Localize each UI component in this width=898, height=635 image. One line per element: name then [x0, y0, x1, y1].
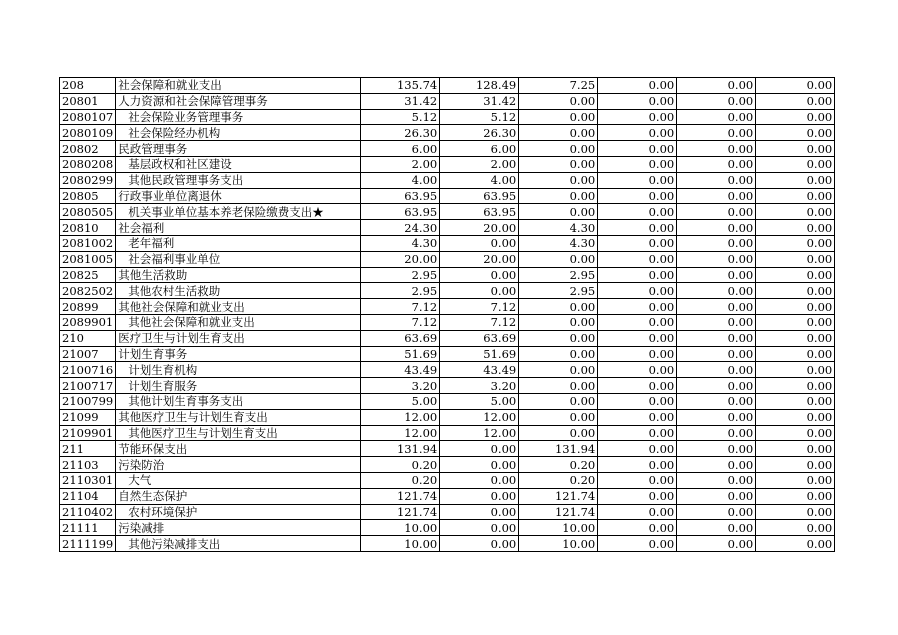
- amount-cell: 0.00: [756, 488, 835, 504]
- amount-cell: 0.00: [677, 220, 756, 236]
- amount-cell: 0.00: [677, 378, 756, 394]
- table-row: [60, 125, 835, 141]
- amount-cell: 0.00: [756, 346, 835, 362]
- amount-cell: 0.00: [598, 283, 677, 299]
- amount-cell: 0.00: [677, 204, 756, 220]
- amount-cell: 0.00: [519, 330, 598, 346]
- subject-name-cell: 其他计划生育事务支出: [116, 393, 361, 409]
- amount-cell: 0.00: [677, 330, 756, 346]
- amount-cell: 0.00: [756, 283, 835, 299]
- amount-cell: 7.12: [440, 299, 519, 315]
- amount-cell: 0.00: [756, 378, 835, 394]
- amount-cell: 0.00: [677, 125, 756, 141]
- amount-cell: 10.00: [519, 520, 598, 536]
- amount-cell: 0.00: [677, 93, 756, 109]
- subject-code-cell: 20801: [60, 93, 116, 109]
- subject-name-cell: 医疗卫生与计划生育支出: [116, 330, 361, 346]
- amount-cell: 0.00: [598, 299, 677, 315]
- amount-cell: 5.00: [440, 393, 519, 409]
- amount-cell: 63.69: [440, 330, 519, 346]
- budget-table: [59, 77, 835, 552]
- subject-code-cell: 20805: [60, 188, 116, 204]
- amount-cell: 0.00: [519, 299, 598, 315]
- amount-cell: 51.69: [361, 346, 440, 362]
- amount-cell: 0.00: [519, 425, 598, 441]
- amount-cell: 131.94: [519, 441, 598, 457]
- amount-cell: 0.00: [677, 488, 756, 504]
- amount-cell: 0.00: [598, 188, 677, 204]
- amount-cell: 0.00: [598, 393, 677, 409]
- table-row: [60, 283, 835, 299]
- subject-code-cell: 21099: [60, 409, 116, 425]
- subject-name-cell: 其他医疗卫生与计划生育支出: [116, 425, 361, 441]
- amount-cell: 0.00: [598, 409, 677, 425]
- amount-cell: 4.30: [519, 220, 598, 236]
- subject-code-cell: 21007: [60, 346, 116, 362]
- subject-code-cell: 210: [60, 330, 116, 346]
- subject-code-cell: 2089901: [60, 314, 116, 330]
- amount-cell: 131.94: [361, 441, 440, 457]
- table-row: [60, 362, 835, 378]
- amount-cell: 0.00: [756, 409, 835, 425]
- subject-name-cell: 大气: [116, 472, 361, 488]
- amount-cell: 0.00: [519, 204, 598, 220]
- amount-cell: 0.00: [440, 283, 519, 299]
- amount-cell: 5.12: [361, 109, 440, 125]
- subject-name-cell: 计划生育服务: [116, 378, 361, 394]
- amount-cell: 5.12: [440, 109, 519, 125]
- amount-cell: 121.74: [361, 504, 440, 520]
- amount-cell: 0.00: [519, 156, 598, 172]
- amount-cell: 0.00: [598, 172, 677, 188]
- amount-cell: 0.20: [361, 457, 440, 473]
- subject-name-cell: 社会保险业务管理事务: [116, 109, 361, 125]
- amount-cell: 0.00: [677, 299, 756, 315]
- subject-code-cell: 2080109: [60, 125, 116, 141]
- amount-cell: 0.00: [677, 251, 756, 267]
- amount-cell: 128.49: [440, 78, 519, 94]
- amount-cell: 0.00: [440, 457, 519, 473]
- amount-cell: 0.00: [519, 141, 598, 157]
- subject-code-cell: 20810: [60, 220, 116, 236]
- subject-name-cell: 其他社会保障和就业支出: [116, 314, 361, 330]
- table-row: [60, 488, 835, 504]
- table-row: [60, 141, 835, 157]
- table-row: [60, 409, 835, 425]
- amount-cell: 0.00: [440, 267, 519, 283]
- subject-code-cell: 2100717: [60, 378, 116, 394]
- subject-name-cell: 农村环境保护: [116, 504, 361, 520]
- subject-name-cell: 自然生态保护: [116, 488, 361, 504]
- amount-cell: 0.00: [677, 141, 756, 157]
- amount-cell: 0.00: [598, 251, 677, 267]
- amount-cell: 0.00: [677, 235, 756, 251]
- amount-cell: 0.00: [677, 283, 756, 299]
- amount-cell: 31.42: [440, 93, 519, 109]
- amount-cell: 0.00: [677, 172, 756, 188]
- subject-code-cell: 2081002: [60, 235, 116, 251]
- amount-cell: 0.00: [756, 235, 835, 251]
- amount-cell: 4.30: [519, 235, 598, 251]
- subject-name-cell: 计划生育事务: [116, 346, 361, 362]
- table-row: [60, 441, 835, 457]
- amount-cell: 0.00: [677, 457, 756, 473]
- amount-cell: 0.00: [677, 109, 756, 125]
- amount-cell: 24.30: [361, 220, 440, 236]
- amount-cell: 121.74: [519, 488, 598, 504]
- amount-cell: 0.00: [756, 314, 835, 330]
- amount-cell: 10.00: [361, 520, 440, 536]
- amount-cell: 0.00: [756, 78, 835, 94]
- amount-cell: 0.00: [598, 109, 677, 125]
- subject-code-cell: 2080505: [60, 204, 116, 220]
- subject-name-cell: 社会福利事业单位: [116, 251, 361, 267]
- amount-cell: 0.00: [756, 172, 835, 188]
- amount-cell: 0.00: [598, 314, 677, 330]
- table-row: [60, 504, 835, 520]
- table-row: [60, 220, 835, 236]
- amount-cell: 0.00: [756, 472, 835, 488]
- amount-cell: 0.00: [756, 362, 835, 378]
- amount-cell: 0.00: [756, 536, 835, 552]
- amount-cell: 0.00: [519, 362, 598, 378]
- subject-name-cell: 社会保障和就业支出: [116, 78, 361, 94]
- subject-name-cell: 其他农村生活救助: [116, 283, 361, 299]
- amount-cell: 12.00: [361, 409, 440, 425]
- amount-cell: 0.00: [598, 220, 677, 236]
- amount-cell: 0.00: [677, 472, 756, 488]
- subject-code-cell: 208: [60, 78, 116, 94]
- amount-cell: 5.00: [361, 393, 440, 409]
- amount-cell: 0.00: [677, 441, 756, 457]
- subject-code-cell: 2111199: [60, 536, 116, 552]
- amount-cell: 0.00: [598, 141, 677, 157]
- amount-cell: 31.42: [361, 93, 440, 109]
- amount-cell: 26.30: [440, 125, 519, 141]
- subject-code-cell: 2080299: [60, 172, 116, 188]
- amount-cell: 0.00: [598, 235, 677, 251]
- amount-cell: 0.00: [598, 204, 677, 220]
- amount-cell: 0.00: [519, 393, 598, 409]
- subject-code-cell: 2082502: [60, 283, 116, 299]
- amount-cell: 12.00: [440, 425, 519, 441]
- table-row: [60, 393, 835, 409]
- amount-cell: 10.00: [361, 536, 440, 552]
- amount-cell: 135.74: [361, 78, 440, 94]
- amount-cell: 0.00: [756, 330, 835, 346]
- subject-name-cell: 基层政权和社区建设: [116, 156, 361, 172]
- table-row: [60, 172, 835, 188]
- subject-name-cell: 老年福利: [116, 235, 361, 251]
- amount-cell: 2.95: [519, 267, 598, 283]
- subject-code-cell: 2100799: [60, 393, 116, 409]
- amount-cell: 0.00: [677, 536, 756, 552]
- amount-cell: 0.00: [519, 409, 598, 425]
- amount-cell: 0.00: [598, 362, 677, 378]
- subject-name-cell: 污染防治: [116, 457, 361, 473]
- amount-cell: 43.49: [361, 362, 440, 378]
- amount-cell: 0.00: [756, 204, 835, 220]
- amount-cell: 0.00: [519, 109, 598, 125]
- amount-cell: 7.12: [440, 314, 519, 330]
- amount-cell: 7.12: [361, 314, 440, 330]
- subject-name-cell: 节能环保支出: [116, 441, 361, 457]
- amount-cell: 0.20: [519, 457, 598, 473]
- amount-cell: 20.00: [440, 251, 519, 267]
- amount-cell: 0.00: [519, 172, 598, 188]
- amount-cell: 0.00: [440, 488, 519, 504]
- table-row: [60, 425, 835, 441]
- amount-cell: 0.00: [598, 330, 677, 346]
- table-row: [60, 314, 835, 330]
- table-row: [60, 235, 835, 251]
- amount-cell: 0.00: [598, 472, 677, 488]
- amount-cell: 0.00: [519, 378, 598, 394]
- subject-name-cell: 社会保险经办机构: [116, 125, 361, 141]
- amount-cell: 6.00: [440, 141, 519, 157]
- table-row: [60, 267, 835, 283]
- amount-cell: 0.00: [756, 141, 835, 157]
- amount-cell: 121.74: [519, 504, 598, 520]
- table-row: [60, 109, 835, 125]
- amount-cell: 0.00: [598, 346, 677, 362]
- amount-cell: 0.00: [756, 188, 835, 204]
- amount-cell: 0.00: [756, 93, 835, 109]
- amount-cell: 121.74: [361, 488, 440, 504]
- amount-cell: 2.95: [361, 267, 440, 283]
- amount-cell: 0.20: [519, 472, 598, 488]
- table-row: [60, 520, 835, 536]
- subject-code-cell: 2109901: [60, 425, 116, 441]
- amount-cell: 0.00: [677, 504, 756, 520]
- amount-cell: 0.00: [598, 441, 677, 457]
- table-body: [60, 78, 835, 552]
- amount-cell: 7.25: [519, 78, 598, 94]
- amount-cell: 0.00: [756, 125, 835, 141]
- subject-code-cell: 2110301: [60, 472, 116, 488]
- amount-cell: 0.00: [598, 536, 677, 552]
- table-row: [60, 378, 835, 394]
- table-row: [60, 330, 835, 346]
- amount-cell: 3.20: [361, 378, 440, 394]
- table-row: [60, 472, 835, 488]
- amount-cell: 0.00: [598, 93, 677, 109]
- amount-cell: 0.00: [756, 220, 835, 236]
- table-row: [60, 346, 835, 362]
- amount-cell: 0.00: [677, 409, 756, 425]
- amount-cell: 0.00: [598, 267, 677, 283]
- amount-cell: 0.00: [598, 156, 677, 172]
- amount-cell: 0.00: [440, 536, 519, 552]
- amount-cell: 26.30: [361, 125, 440, 141]
- amount-cell: 0.00: [677, 156, 756, 172]
- amount-cell: 0.00: [440, 235, 519, 251]
- amount-cell: 0.00: [519, 346, 598, 362]
- amount-cell: 0.00: [598, 488, 677, 504]
- amount-cell: 63.95: [361, 188, 440, 204]
- subject-code-cell: 2080107: [60, 109, 116, 125]
- amount-cell: 2.95: [519, 283, 598, 299]
- amount-cell: 0.00: [598, 520, 677, 536]
- amount-cell: 12.00: [361, 425, 440, 441]
- subject-code-cell: 2100716: [60, 362, 116, 378]
- subject-code-cell: 2110402: [60, 504, 116, 520]
- amount-cell: 0.00: [756, 425, 835, 441]
- amount-cell: 0.00: [598, 457, 677, 473]
- table-row: [60, 251, 835, 267]
- table-row: [60, 204, 835, 220]
- subject-name-cell: 计划生育机构: [116, 362, 361, 378]
- amount-cell: 0.00: [519, 93, 598, 109]
- amount-cell: 0.00: [598, 425, 677, 441]
- table-row: [60, 93, 835, 109]
- subject-code-cell: 2080208: [60, 156, 116, 172]
- amount-cell: 0.00: [756, 299, 835, 315]
- subject-name-cell: 社会福利: [116, 220, 361, 236]
- amount-cell: 63.95: [361, 204, 440, 220]
- table-row: [60, 536, 835, 552]
- amount-cell: 0.00: [677, 267, 756, 283]
- amount-cell: 63.95: [440, 188, 519, 204]
- amount-cell: 43.49: [440, 362, 519, 378]
- table-row: [60, 299, 835, 315]
- amount-cell: 10.00: [519, 536, 598, 552]
- amount-cell: 0.00: [677, 78, 756, 94]
- amount-cell: 0.00: [677, 346, 756, 362]
- table-row: [60, 78, 835, 94]
- subject-name-cell: 其他社会保障和就业支出: [116, 299, 361, 315]
- amount-cell: 6.00: [361, 141, 440, 157]
- amount-cell: 2.95: [361, 283, 440, 299]
- amount-cell: 63.69: [361, 330, 440, 346]
- subject-code-cell: 20802: [60, 141, 116, 157]
- table-row: [60, 457, 835, 473]
- amount-cell: 0.00: [756, 457, 835, 473]
- subject-code-cell: 2081005: [60, 251, 116, 267]
- amount-cell: 0.00: [677, 188, 756, 204]
- subject-name-cell: 行政事业单位离退休: [116, 188, 361, 204]
- table-row: [60, 156, 835, 172]
- amount-cell: 0.00: [519, 314, 598, 330]
- amount-cell: 2.00: [440, 156, 519, 172]
- amount-cell: 0.00: [677, 425, 756, 441]
- amount-cell: 0.00: [519, 251, 598, 267]
- amount-cell: 0.00: [756, 504, 835, 520]
- amount-cell: 63.95: [440, 204, 519, 220]
- amount-cell: 2.00: [361, 156, 440, 172]
- subject-code-cell: 20899: [60, 299, 116, 315]
- amount-cell: 4.30: [361, 235, 440, 251]
- subject-name-cell: 机关事业单位基本养老保险缴费支出★: [116, 204, 361, 220]
- amount-cell: 4.00: [361, 172, 440, 188]
- amount-cell: 0.00: [440, 504, 519, 520]
- subject-code-cell: 21104: [60, 488, 116, 504]
- subject-name-cell: 其他民政管理事务支出: [116, 172, 361, 188]
- amount-cell: 0.00: [677, 362, 756, 378]
- amount-cell: 0.20: [361, 472, 440, 488]
- table-row: [60, 188, 835, 204]
- amount-cell: 0.00: [519, 188, 598, 204]
- subject-name-cell: 污染减排: [116, 520, 361, 536]
- amount-cell: 0.00: [756, 393, 835, 409]
- amount-cell: 0.00: [519, 125, 598, 141]
- amount-cell: 20.00: [440, 220, 519, 236]
- amount-cell: 0.00: [756, 441, 835, 457]
- amount-cell: 12.00: [440, 409, 519, 425]
- subject-code-cell: 20825: [60, 267, 116, 283]
- amount-cell: 0.00: [677, 520, 756, 536]
- subject-code-cell: 211: [60, 441, 116, 457]
- amount-cell: 0.00: [598, 378, 677, 394]
- subject-name-cell: 其他污染减排支出: [116, 536, 361, 552]
- amount-cell: 4.00: [440, 172, 519, 188]
- amount-cell: 0.00: [677, 314, 756, 330]
- amount-cell: 0.00: [440, 441, 519, 457]
- amount-cell: 7.12: [361, 299, 440, 315]
- subject-code-cell: 21111: [60, 520, 116, 536]
- amount-cell: 0.00: [756, 109, 835, 125]
- amount-cell: 0.00: [677, 393, 756, 409]
- amount-cell: 0.00: [598, 78, 677, 94]
- amount-cell: 0.00: [756, 251, 835, 267]
- subject-name-cell: 民政管理事务: [116, 141, 361, 157]
- amount-cell: 0.00: [598, 125, 677, 141]
- amount-cell: 20.00: [361, 251, 440, 267]
- amount-cell: 51.69: [440, 346, 519, 362]
- amount-cell: 0.00: [440, 520, 519, 536]
- amount-cell: 0.00: [598, 504, 677, 520]
- amount-cell: 0.00: [756, 156, 835, 172]
- amount-cell: 3.20: [440, 378, 519, 394]
- amount-cell: 0.00: [756, 267, 835, 283]
- amount-cell: 0.00: [756, 520, 835, 536]
- subject-code-cell: 21103: [60, 457, 116, 473]
- subject-name-cell: 其他医疗卫生与计划生育支出: [116, 409, 361, 425]
- subject-name-cell: 其他生活救助: [116, 267, 361, 283]
- amount-cell: 0.00: [440, 472, 519, 488]
- subject-name-cell: 人力资源和社会保障管理事务: [116, 93, 361, 109]
